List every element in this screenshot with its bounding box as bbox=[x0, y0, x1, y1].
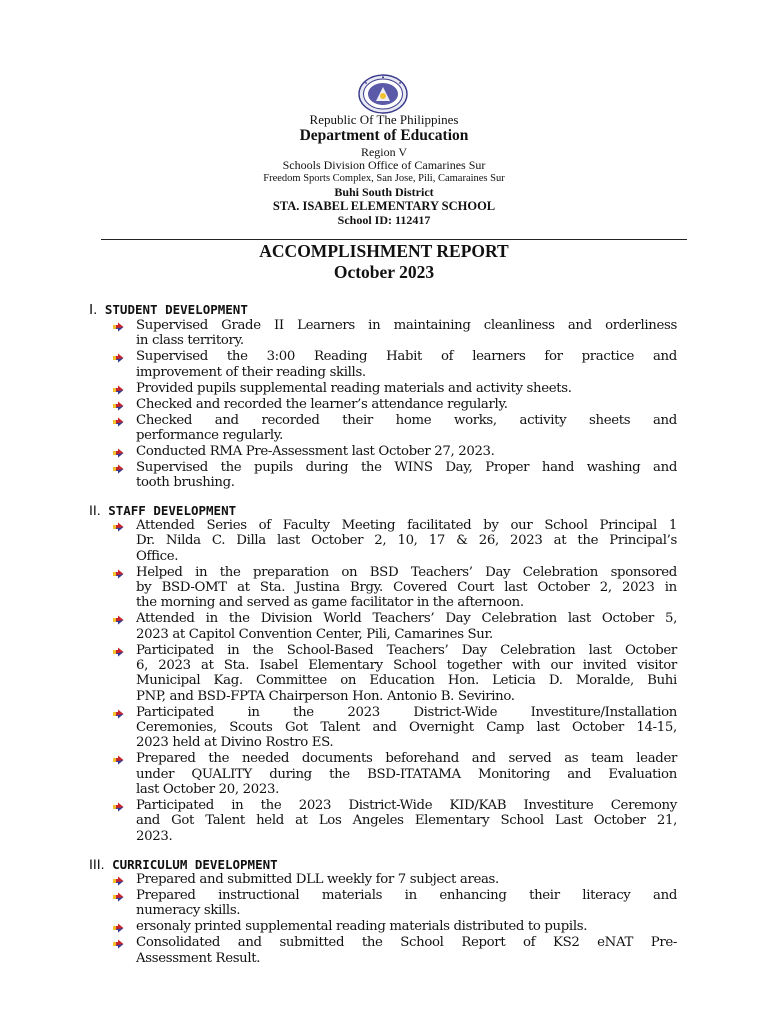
bullet-arrow-icon bbox=[112, 353, 124, 363]
list-item-line: 2023. bbox=[136, 828, 173, 844]
header-division: Schools Division Office of Camarines Sur bbox=[282, 158, 486, 172]
section-heading bbox=[89, 301, 248, 318]
list-item-line: Prepared the needed documents beforehand and served as team leader bbox=[136, 751, 677, 767]
list-item-line: Conducted RMA Pre-Assessment last October 27, 2023. bbox=[136, 443, 495, 459]
list-item-line: Participated in the 2023 District-Wide Investiture/Installation bbox=[136, 704, 677, 720]
report-period: October 2023 bbox=[333, 262, 435, 282]
list-item-line: 2023 held at Divino Rostro ES. bbox=[136, 735, 334, 751]
bullet-arrow-icon bbox=[112, 401, 124, 411]
bullet-arrow-icon bbox=[112, 322, 124, 332]
list-item-line: in class territory. bbox=[136, 333, 244, 349]
bullet-arrow-icon bbox=[112, 385, 124, 395]
section-heading bbox=[89, 856, 278, 872]
header-divider bbox=[101, 239, 687, 240]
report-title: ACCOMPLISHMENT REPORT bbox=[259, 241, 509, 261]
list-item-line: Helped in the preparation on BSD Teachers’ Day Celebration sponsored bbox=[136, 564, 677, 580]
list-item-line: performance regularly. bbox=[136, 427, 284, 443]
list-item-line: Consolidated and submitted the School Report of KS2 eNAT Pre- bbox=[136, 935, 677, 951]
list-item-line: Attended Series of Faculty Meeting facilitated by our School Principal 1 bbox=[136, 518, 677, 533]
bullet-arrow-icon bbox=[112, 939, 124, 949]
header-district: Buhi South District bbox=[334, 185, 434, 199]
bullet-arrow-icon bbox=[112, 876, 124, 886]
list-item-line: Ceremonies, Scouts Got Talent and Overnight Camp last October 14-15, bbox=[136, 719, 677, 735]
list-item-line: Participated in the School-Based Teachers’ Day Celebration last October bbox=[136, 642, 677, 658]
list-item-line: Prepared instructional materials in enhancing their literacy and bbox=[136, 887, 677, 903]
header-department: Department of Education bbox=[299, 127, 469, 144]
header-region: Region V bbox=[360, 145, 408, 159]
list-item-line: Checked and recorded their home works, activity sheets and bbox=[136, 412, 677, 428]
list-item-line: Assessment Result. bbox=[136, 950, 261, 966]
bullet-arrow-icon bbox=[112, 892, 124, 902]
list-item-line: ersonaly printed supplemental reading materials distributed to pupils. bbox=[136, 919, 588, 935]
list-item-line: Attended in the Division World Teachers’ Day Celebration last October 5, bbox=[136, 611, 677, 627]
list-item-line: the morning and served as game facilitator in the afternoon. bbox=[136, 595, 524, 611]
list-item-line: improvement of their reading skills. bbox=[136, 364, 366, 380]
list-item-line: Provided pupils supplemental reading materials and activity sheets. bbox=[136, 380, 572, 396]
list-item-line: Checked and recorded the learner’s attendance regularly. bbox=[136, 396, 508, 412]
deped-seal-logo bbox=[357, 74, 409, 114]
list-item-line: tooth brushing. bbox=[136, 475, 235, 491]
bullet-arrow-icon bbox=[112, 522, 124, 532]
section-heading bbox=[89, 502, 236, 518]
list-item-line: Supervised the 3:00 Reading Habit of learners for practice and bbox=[136, 349, 677, 365]
bullet-arrow-icon bbox=[112, 569, 124, 579]
bullet-arrow-icon bbox=[112, 417, 124, 427]
list-item-line: by BSD-OMT at Sta. Justina Brgy. Covered Court last October 2, 2023 in bbox=[136, 579, 677, 595]
bullet-arrow-icon bbox=[112, 615, 124, 625]
header-school: STA. ISABEL ELEMENTARY SCHOOL bbox=[272, 199, 496, 213]
header-school-id: School ID: 112417 bbox=[337, 213, 431, 227]
list-item-line: Prepared and submitted DLL weekly for 7 subject areas. bbox=[136, 872, 499, 887]
list-item-line: Municipal Kag. Committee on Education Hon. Leticia D. Moralde, Buhi bbox=[136, 673, 677, 689]
bullet-arrow-icon bbox=[112, 802, 124, 812]
section-title: STAFF DEVELOPMENT bbox=[100, 503, 237, 518]
list-item-line: and Got Talent held at Los Angeles Elementary School Last October 21, bbox=[136, 813, 677, 829]
list-item-line: numeracy skills. bbox=[136, 903, 241, 919]
list-item-line: 2023 at Capitol Convention Center, Pili, Camarines Sur. bbox=[136, 626, 493, 642]
bullet-arrow-icon bbox=[112, 755, 124, 765]
bullet-arrow-icon bbox=[112, 647, 124, 657]
list-item-line: under QUALITY during the BSD-ITATAMA Monitoring and Evaluation bbox=[136, 766, 677, 782]
header-republic: Republic Of The Philippines bbox=[309, 112, 459, 127]
bullet-arrow-icon bbox=[112, 464, 124, 474]
section-title: STUDENT DEVELOPMENT bbox=[97, 302, 248, 317]
list-item-line: 6, 2023 at Sta. Isabel Elementary School together with our invited visitor bbox=[136, 657, 677, 673]
section-numeral: III. bbox=[89, 856, 105, 872]
section-numeral: II. bbox=[89, 502, 101, 518]
list-item-line: PNP, and BSD-FPTA Chairperson Hon. Antonio B. Sevirino. bbox=[136, 688, 515, 704]
section-numeral: I. bbox=[89, 301, 98, 318]
bullet-arrow-icon bbox=[112, 923, 124, 933]
header-address: Freedom Sports Complex, San Jose, Pili, Camaraines Sur bbox=[263, 173, 505, 184]
bullet-arrow-icon bbox=[112, 448, 124, 458]
bullet-arrow-icon bbox=[112, 709, 124, 719]
list-item-line: Dr. Nilda C. Dilla last October 2, 10, 17 & 26, 2023 at the Principal’s bbox=[136, 533, 677, 549]
section-title: CURRICULUM DEVELOPMENT bbox=[104, 857, 278, 872]
list-item-line: Supervised the pupils during the WINS Day, Proper hand washing and bbox=[136, 459, 677, 475]
list-item-line: Supervised Grade II Learners in maintaining cleanliness and orderliness bbox=[136, 318, 677, 333]
list-item-line: Office. bbox=[136, 548, 179, 564]
list-item-line: last October 20, 2023. bbox=[136, 781, 279, 797]
list-item-line: Participated in the 2023 District-Wide KID/KAB Investiture Ceremony bbox=[136, 797, 677, 813]
